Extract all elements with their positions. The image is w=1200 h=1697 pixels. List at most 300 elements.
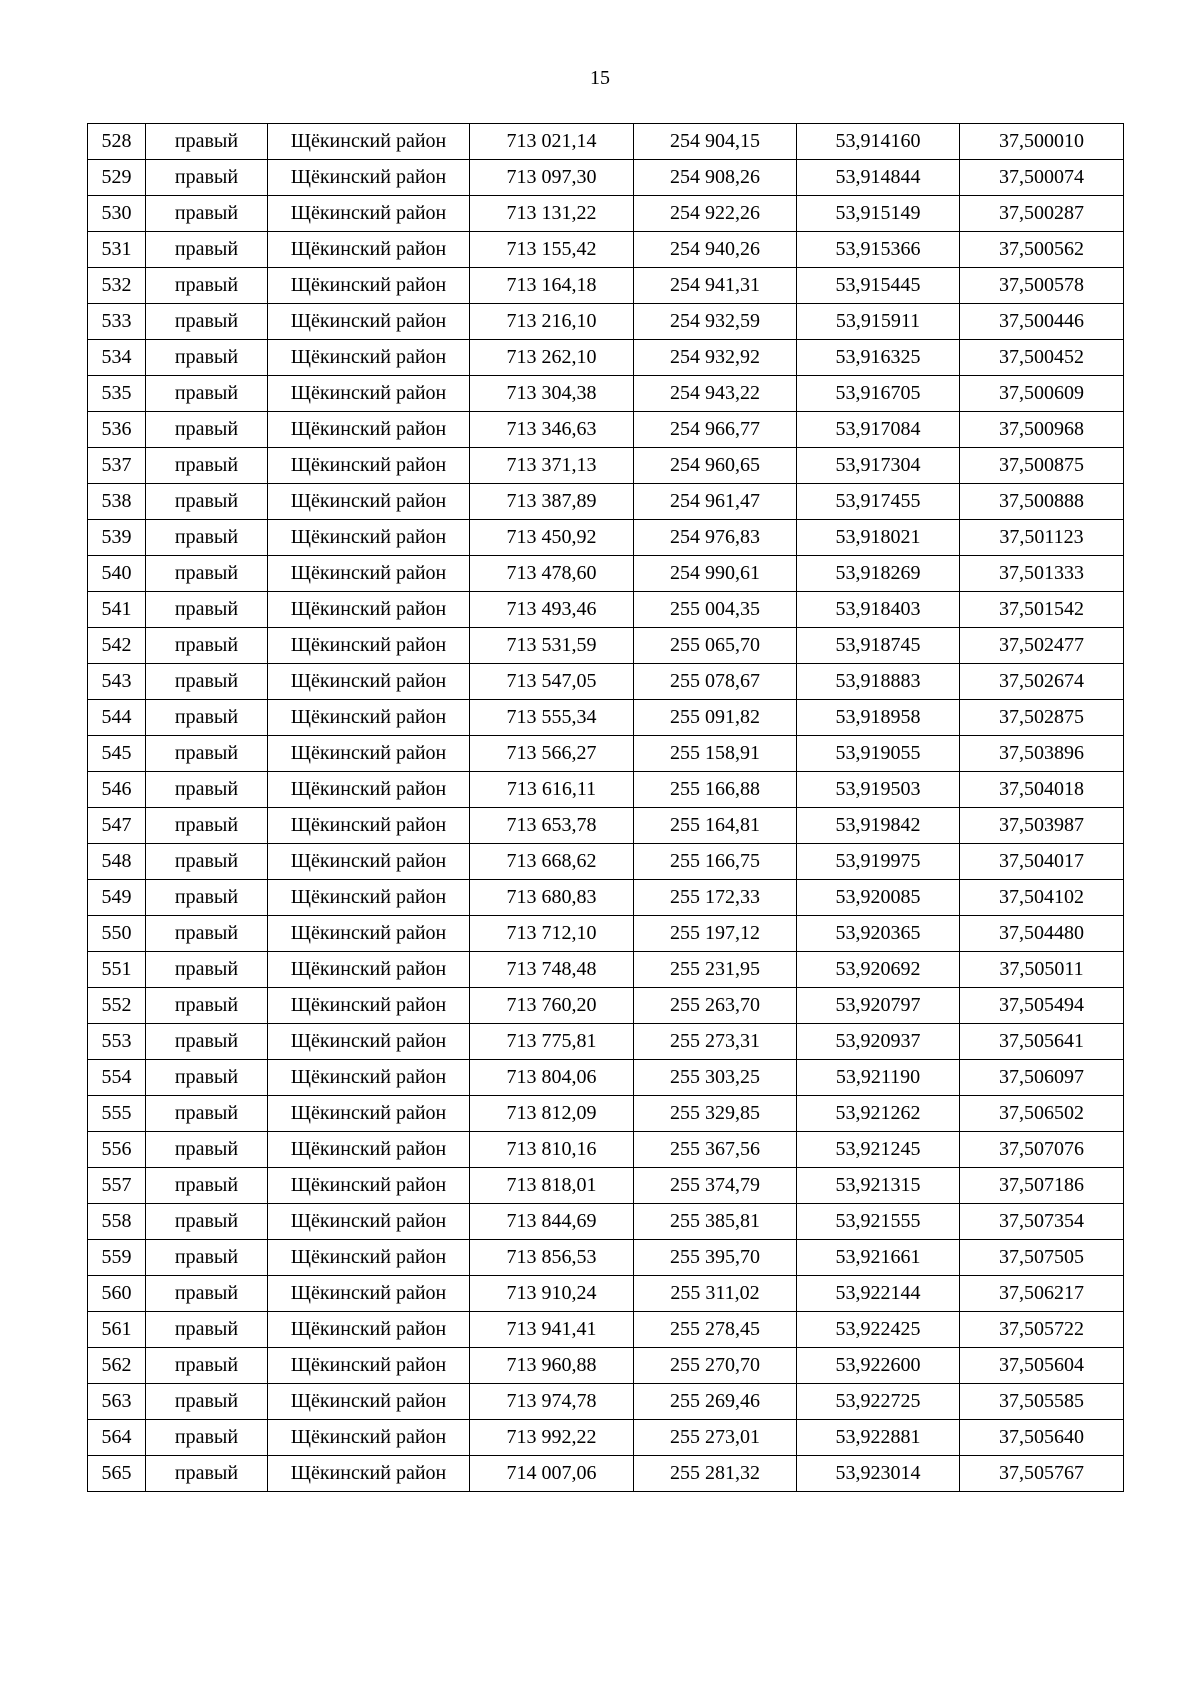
longitude-cell: 37,504017: [960, 844, 1124, 880]
y-coordinate-cell: 254 932,92: [634, 340, 797, 376]
bank-cell: правый: [146, 340, 268, 376]
y-coordinate-cell: 254 941,31: [634, 268, 797, 304]
district-cell: Щёкинский район: [268, 268, 470, 304]
y-coordinate-cell: 255 270,70: [634, 1348, 797, 1384]
x-coordinate-cell: 713 478,60: [470, 556, 634, 592]
table-row: [88, 412, 1124, 448]
point-number-cell: 556: [88, 1132, 146, 1168]
point-number-cell: 535: [88, 376, 146, 412]
y-coordinate-cell: 254 922,26: [634, 196, 797, 232]
coordinates-table-body: [88, 124, 1124, 1492]
district-cell: Щёкинский район: [268, 700, 470, 736]
bank-cell: правый: [146, 664, 268, 700]
x-coordinate-cell: 713 856,53: [470, 1240, 634, 1276]
x-coordinate-cell: 713 748,48: [470, 952, 634, 988]
longitude-cell: 37,507186: [960, 1168, 1124, 1204]
table-row: [88, 592, 1124, 628]
longitude-cell: 37,504480: [960, 916, 1124, 952]
district-cell: Щёкинский район: [268, 1168, 470, 1204]
table-row: [88, 1312, 1124, 1348]
district-cell: Щёкинский район: [268, 1096, 470, 1132]
x-coordinate-cell: 713 960,88: [470, 1348, 634, 1384]
table-row: [88, 160, 1124, 196]
latitude-cell: 53,915149: [797, 196, 960, 232]
bank-cell: правый: [146, 376, 268, 412]
x-coordinate-cell: 713 493,46: [470, 592, 634, 628]
table-row: [88, 952, 1124, 988]
bank-cell: правый: [146, 124, 268, 160]
y-coordinate-cell: 254 940,26: [634, 232, 797, 268]
table-row: [88, 772, 1124, 808]
district-cell: Щёкинский район: [268, 1132, 470, 1168]
point-number-cell: 546: [88, 772, 146, 808]
longitude-cell: 37,500562: [960, 232, 1124, 268]
point-number-cell: 536: [88, 412, 146, 448]
table-row: [88, 1348, 1124, 1384]
point-number-cell: 544: [88, 700, 146, 736]
longitude-cell: 37,507505: [960, 1240, 1124, 1276]
table-row: [88, 124, 1124, 160]
y-coordinate-cell: 255 231,95: [634, 952, 797, 988]
table-row: [88, 556, 1124, 592]
y-coordinate-cell: 254 990,61: [634, 556, 797, 592]
table-row: [88, 520, 1124, 556]
table-row: [88, 1204, 1124, 1240]
table-row: [88, 628, 1124, 664]
x-coordinate-cell: 713 992,22: [470, 1420, 634, 1456]
x-coordinate-cell: 713 818,01: [470, 1168, 634, 1204]
district-cell: Щёкинский район: [268, 952, 470, 988]
district-cell: Щёкинский район: [268, 196, 470, 232]
x-coordinate-cell: 713 531,59: [470, 628, 634, 664]
district-cell: Щёкинский район: [268, 1276, 470, 1312]
longitude-cell: 37,505722: [960, 1312, 1124, 1348]
district-cell: Щёкинский район: [268, 916, 470, 952]
district-cell: Щёкинский район: [268, 340, 470, 376]
bank-cell: правый: [146, 448, 268, 484]
y-coordinate-cell: 255 078,67: [634, 664, 797, 700]
longitude-cell: 37,500888: [960, 484, 1124, 520]
district-cell: Щёкинский район: [268, 124, 470, 160]
longitude-cell: 37,500452: [960, 340, 1124, 376]
point-number-cell: 532: [88, 268, 146, 304]
y-coordinate-cell: 255 273,01: [634, 1420, 797, 1456]
district-cell: Щёкинский район: [268, 556, 470, 592]
bank-cell: правый: [146, 808, 268, 844]
y-coordinate-cell: 254 904,15: [634, 124, 797, 160]
latitude-cell: 53,915366: [797, 232, 960, 268]
latitude-cell: 53,915911: [797, 304, 960, 340]
y-coordinate-cell: 255 164,81: [634, 808, 797, 844]
longitude-cell: 37,500578: [960, 268, 1124, 304]
latitude-cell: 53,917304: [797, 448, 960, 484]
y-coordinate-cell: 254 961,47: [634, 484, 797, 520]
latitude-cell: 53,921555: [797, 1204, 960, 1240]
x-coordinate-cell: 713 680,83: [470, 880, 634, 916]
district-cell: Щёкинский район: [268, 1384, 470, 1420]
district-cell: Щёкинский район: [268, 988, 470, 1024]
table-row: [88, 340, 1124, 376]
y-coordinate-cell: 255 158,91: [634, 736, 797, 772]
longitude-cell: 37,501123: [960, 520, 1124, 556]
x-coordinate-cell: 713 346,63: [470, 412, 634, 448]
bank-cell: правый: [146, 1168, 268, 1204]
y-coordinate-cell: 255 374,79: [634, 1168, 797, 1204]
latitude-cell: 53,918269: [797, 556, 960, 592]
longitude-cell: 37,504102: [960, 880, 1124, 916]
latitude-cell: 53,918883: [797, 664, 960, 700]
y-coordinate-cell: 255 091,82: [634, 700, 797, 736]
table-row: [88, 880, 1124, 916]
bank-cell: правый: [146, 1348, 268, 1384]
table-row: [88, 664, 1124, 700]
bank-cell: правый: [146, 1456, 268, 1492]
bank-cell: правый: [146, 196, 268, 232]
y-coordinate-cell: 255 303,25: [634, 1060, 797, 1096]
y-coordinate-cell: 255 166,75: [634, 844, 797, 880]
latitude-cell: 53,918021: [797, 520, 960, 556]
latitude-cell: 53,914160: [797, 124, 960, 160]
longitude-cell: 37,506217: [960, 1276, 1124, 1312]
latitude-cell: 53,918403: [797, 592, 960, 628]
district-cell: Щёкинский район: [268, 592, 470, 628]
point-number-cell: 534: [88, 340, 146, 376]
longitude-cell: 37,500287: [960, 196, 1124, 232]
bank-cell: правый: [146, 736, 268, 772]
longitude-cell: 37,506097: [960, 1060, 1124, 1096]
table-row: [88, 1096, 1124, 1132]
x-coordinate-cell: 713 653,78: [470, 808, 634, 844]
district-cell: Щёкинский район: [268, 808, 470, 844]
longitude-cell: 37,500074: [960, 160, 1124, 196]
point-number-cell: 562: [88, 1348, 146, 1384]
district-cell: Щёкинский район: [268, 1060, 470, 1096]
latitude-cell: 53,923014: [797, 1456, 960, 1492]
y-coordinate-cell: 255 269,46: [634, 1384, 797, 1420]
table-row: [88, 1384, 1124, 1420]
table-row: [88, 232, 1124, 268]
bank-cell: правый: [146, 1204, 268, 1240]
point-number-cell: 547: [88, 808, 146, 844]
x-coordinate-cell: 713 941,41: [470, 1312, 634, 1348]
y-coordinate-cell: 255 281,32: [634, 1456, 797, 1492]
y-coordinate-cell: 255 172,33: [634, 880, 797, 916]
x-coordinate-cell: 713 668,62: [470, 844, 634, 880]
district-cell: Щёкинский район: [268, 520, 470, 556]
point-number-cell: 551: [88, 952, 146, 988]
point-number-cell: 533: [88, 304, 146, 340]
longitude-cell: 37,505604: [960, 1348, 1124, 1384]
y-coordinate-cell: 255 273,31: [634, 1024, 797, 1060]
longitude-cell: 37,505640: [960, 1420, 1124, 1456]
district-cell: Щёкинский район: [268, 304, 470, 340]
bank-cell: правый: [146, 412, 268, 448]
x-coordinate-cell: 713 844,69: [470, 1204, 634, 1240]
latitude-cell: 53,921190: [797, 1060, 960, 1096]
latitude-cell: 53,922725: [797, 1384, 960, 1420]
bank-cell: правый: [146, 952, 268, 988]
latitude-cell: 53,921315: [797, 1168, 960, 1204]
bank-cell: правый: [146, 556, 268, 592]
x-coordinate-cell: 713 555,34: [470, 700, 634, 736]
bank-cell: правый: [146, 232, 268, 268]
y-coordinate-cell: 255 367,56: [634, 1132, 797, 1168]
longitude-cell: 37,505494: [960, 988, 1124, 1024]
bank-cell: правый: [146, 916, 268, 952]
point-number-cell: 548: [88, 844, 146, 880]
district-cell: Щёкинский район: [268, 160, 470, 196]
point-number-cell: 550: [88, 916, 146, 952]
x-coordinate-cell: 713 712,10: [470, 916, 634, 952]
latitude-cell: 53,919503: [797, 772, 960, 808]
district-cell: Щёкинский район: [268, 1348, 470, 1384]
latitude-cell: 53,920692: [797, 952, 960, 988]
latitude-cell: 53,922425: [797, 1312, 960, 1348]
longitude-cell: 37,502477: [960, 628, 1124, 664]
x-coordinate-cell: 713 810,16: [470, 1132, 634, 1168]
district-cell: Щёкинский район: [268, 844, 470, 880]
y-coordinate-cell: 255 329,85: [634, 1096, 797, 1132]
x-coordinate-cell: 713 804,06: [470, 1060, 634, 1096]
point-number-cell: 545: [88, 736, 146, 772]
bank-cell: правый: [146, 592, 268, 628]
bank-cell: правый: [146, 1312, 268, 1348]
point-number-cell: 555: [88, 1096, 146, 1132]
x-coordinate-cell: 713 812,09: [470, 1096, 634, 1132]
longitude-cell: 37,505585: [960, 1384, 1124, 1420]
district-cell: Щёкинский район: [268, 1024, 470, 1060]
point-number-cell: 559: [88, 1240, 146, 1276]
point-number-cell: 539: [88, 520, 146, 556]
bank-cell: правый: [146, 1060, 268, 1096]
table-row: [88, 1060, 1124, 1096]
x-coordinate-cell: 713 155,42: [470, 232, 634, 268]
longitude-cell: 37,500875: [960, 448, 1124, 484]
point-number-cell: 554: [88, 1060, 146, 1096]
point-number-cell: 538: [88, 484, 146, 520]
x-coordinate-cell: 713 164,18: [470, 268, 634, 304]
point-number-cell: 541: [88, 592, 146, 628]
latitude-cell: 53,920937: [797, 1024, 960, 1060]
district-cell: Щёкинский район: [268, 1420, 470, 1456]
district-cell: Щёкинский район: [268, 664, 470, 700]
longitude-cell: 37,505011: [960, 952, 1124, 988]
point-number-cell: 552: [88, 988, 146, 1024]
y-coordinate-cell: 254 943,22: [634, 376, 797, 412]
district-cell: Щёкинский район: [268, 880, 470, 916]
bank-cell: правый: [146, 1132, 268, 1168]
latitude-cell: 53,915445: [797, 268, 960, 304]
district-cell: Щёкинский район: [268, 448, 470, 484]
table-row: [88, 1168, 1124, 1204]
table-row: [88, 844, 1124, 880]
district-cell: Щёкинский район: [268, 1240, 470, 1276]
table-row: [88, 736, 1124, 772]
bank-cell: правый: [146, 988, 268, 1024]
point-number-cell: 549: [88, 880, 146, 916]
x-coordinate-cell: 713 616,11: [470, 772, 634, 808]
point-number-cell: 564: [88, 1420, 146, 1456]
latitude-cell: 53,916325: [797, 340, 960, 376]
latitude-cell: 53,918958: [797, 700, 960, 736]
y-coordinate-cell: 255 278,45: [634, 1312, 797, 1348]
district-cell: Щёкинский район: [268, 772, 470, 808]
latitude-cell: 53,921661: [797, 1240, 960, 1276]
x-coordinate-cell: 713 021,14: [470, 124, 634, 160]
bank-cell: правый: [146, 1420, 268, 1456]
table-row: [88, 1456, 1124, 1492]
y-coordinate-cell: 255 004,35: [634, 592, 797, 628]
x-coordinate-cell: 713 262,10: [470, 340, 634, 376]
longitude-cell: 37,506502: [960, 1096, 1124, 1132]
x-coordinate-cell: 713 371,13: [470, 448, 634, 484]
longitude-cell: 37,502875: [960, 700, 1124, 736]
point-number-cell: 542: [88, 628, 146, 664]
x-coordinate-cell: 713 216,10: [470, 304, 634, 340]
y-coordinate-cell: 255 065,70: [634, 628, 797, 664]
district-cell: Щёкинский район: [268, 1456, 470, 1492]
bank-cell: правый: [146, 484, 268, 520]
point-number-cell: 563: [88, 1384, 146, 1420]
table-row: [88, 1024, 1124, 1060]
latitude-cell: 53,919842: [797, 808, 960, 844]
coordinates-table: [87, 123, 1124, 1492]
y-coordinate-cell: 255 263,70: [634, 988, 797, 1024]
district-cell: Щёкинский район: [268, 736, 470, 772]
x-coordinate-cell: 713 387,89: [470, 484, 634, 520]
point-number-cell: 543: [88, 664, 146, 700]
table-row: [88, 1240, 1124, 1276]
latitude-cell: 53,922881: [797, 1420, 960, 1456]
latitude-cell: 53,922144: [797, 1276, 960, 1312]
bank-cell: правый: [146, 520, 268, 556]
bank-cell: правый: [146, 304, 268, 340]
table-row: [88, 448, 1124, 484]
latitude-cell: 53,922600: [797, 1348, 960, 1384]
y-coordinate-cell: 254 932,59: [634, 304, 797, 340]
bank-cell: правый: [146, 700, 268, 736]
longitude-cell: 37,500010: [960, 124, 1124, 160]
longitude-cell: 37,500446: [960, 304, 1124, 340]
bank-cell: правый: [146, 1384, 268, 1420]
table-row: [88, 376, 1124, 412]
longitude-cell: 37,505767: [960, 1456, 1124, 1492]
longitude-cell: 37,505641: [960, 1024, 1124, 1060]
point-number-cell: 553: [88, 1024, 146, 1060]
table-row: [88, 1420, 1124, 1456]
point-number-cell: 557: [88, 1168, 146, 1204]
point-number-cell: 531: [88, 232, 146, 268]
x-coordinate-cell: 713 566,27: [470, 736, 634, 772]
x-coordinate-cell: 713 131,22: [470, 196, 634, 232]
y-coordinate-cell: 255 197,12: [634, 916, 797, 952]
table-row: [88, 304, 1124, 340]
district-cell: Щёкинский район: [268, 412, 470, 448]
longitude-cell: 37,503987: [960, 808, 1124, 844]
point-number-cell: 558: [88, 1204, 146, 1240]
latitude-cell: 53,919975: [797, 844, 960, 880]
longitude-cell: 37,507076: [960, 1132, 1124, 1168]
bank-cell: правый: [146, 1276, 268, 1312]
y-coordinate-cell: 254 960,65: [634, 448, 797, 484]
bank-cell: правый: [146, 880, 268, 916]
y-coordinate-cell: 255 166,88: [634, 772, 797, 808]
bank-cell: правый: [146, 844, 268, 880]
district-cell: Щёкинский район: [268, 232, 470, 268]
bank-cell: правый: [146, 1096, 268, 1132]
longitude-cell: 37,507354: [960, 1204, 1124, 1240]
x-coordinate-cell: 713 910,24: [470, 1276, 634, 1312]
y-coordinate-cell: 255 395,70: [634, 1240, 797, 1276]
x-coordinate-cell: 713 775,81: [470, 1024, 634, 1060]
point-number-cell: 560: [88, 1276, 146, 1312]
bank-cell: правый: [146, 772, 268, 808]
latitude-cell: 53,921245: [797, 1132, 960, 1168]
district-cell: Щёкинский район: [268, 1204, 470, 1240]
table-row: [88, 268, 1124, 304]
latitude-cell: 53,917455: [797, 484, 960, 520]
x-coordinate-cell: 714 007,06: [470, 1456, 634, 1492]
longitude-cell: 37,501542: [960, 592, 1124, 628]
table-row: [88, 484, 1124, 520]
latitude-cell: 53,920797: [797, 988, 960, 1024]
longitude-cell: 37,504018: [960, 772, 1124, 808]
point-number-cell: 528: [88, 124, 146, 160]
point-number-cell: 529: [88, 160, 146, 196]
latitude-cell: 53,920085: [797, 880, 960, 916]
longitude-cell: 37,500968: [960, 412, 1124, 448]
district-cell: Щёкинский район: [268, 628, 470, 664]
x-coordinate-cell: 713 450,92: [470, 520, 634, 556]
y-coordinate-cell: 254 976,83: [634, 520, 797, 556]
point-number-cell: 561: [88, 1312, 146, 1348]
y-coordinate-cell: 255 385,81: [634, 1204, 797, 1240]
table-row: [88, 196, 1124, 232]
y-coordinate-cell: 254 908,26: [634, 160, 797, 196]
table-row: [88, 700, 1124, 736]
point-number-cell: 530: [88, 196, 146, 232]
latitude-cell: 53,914844: [797, 160, 960, 196]
y-coordinate-cell: 255 311,02: [634, 1276, 797, 1312]
longitude-cell: 37,500609: [960, 376, 1124, 412]
district-cell: Щёкинский район: [268, 1312, 470, 1348]
point-number-cell: 537: [88, 448, 146, 484]
point-number-cell: 540: [88, 556, 146, 592]
bank-cell: правый: [146, 628, 268, 664]
bank-cell: правый: [146, 1240, 268, 1276]
y-coordinate-cell: 254 966,77: [634, 412, 797, 448]
latitude-cell: 53,916705: [797, 376, 960, 412]
table-row: [88, 988, 1124, 1024]
page-number: 15: [590, 67, 610, 89]
x-coordinate-cell: 713 547,05: [470, 664, 634, 700]
x-coordinate-cell: 713 304,38: [470, 376, 634, 412]
latitude-cell: 53,917084: [797, 412, 960, 448]
point-number-cell: 565: [88, 1456, 146, 1492]
bank-cell: правый: [146, 160, 268, 196]
x-coordinate-cell: 713 097,30: [470, 160, 634, 196]
table-row: [88, 1132, 1124, 1168]
latitude-cell: 53,918745: [797, 628, 960, 664]
latitude-cell: 53,919055: [797, 736, 960, 772]
bank-cell: правый: [146, 268, 268, 304]
longitude-cell: 37,503896: [960, 736, 1124, 772]
latitude-cell: 53,920365: [797, 916, 960, 952]
table-row: [88, 916, 1124, 952]
district-cell: Щёкинский район: [268, 376, 470, 412]
longitude-cell: 37,502674: [960, 664, 1124, 700]
district-cell: Щёкинский район: [268, 484, 470, 520]
